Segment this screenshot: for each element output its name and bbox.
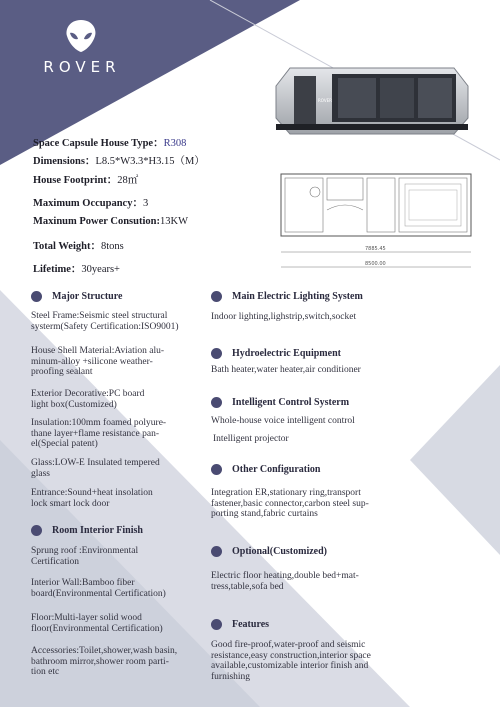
bullet-dot-icon <box>211 546 222 557</box>
bullet-dot-icon <box>211 619 222 630</box>
item-house-shell: House Shell Material:Aviation alu- minum-alloy +silicone weather- proofing sealant <box>31 346 165 377</box>
bullet-dot-icon <box>211 464 222 475</box>
item-exterior-decorative: Exterior Decorative:PC board light box(Customized) <box>31 389 145 410</box>
alien-head-icon <box>61 18 101 54</box>
item-interior-wall: Interior Wall:Bamboo fiber board(Environmental Certification) <box>31 578 166 599</box>
spec-lifetime: Lifetime：30years+ <box>33 264 120 275</box>
section-features: Features <box>211 619 269 630</box>
section-room-interior: Room Interior Finish <box>31 525 143 536</box>
item-sprung-roof: Sprung roof :Environmental Certification <box>31 546 139 567</box>
bullet-dot-icon <box>211 348 222 359</box>
bullet-dot-icon <box>31 291 42 302</box>
spec-occupancy: Maximum Occupancy：3 <box>33 198 149 209</box>
section-other-configuration: Other Configuration <box>211 464 320 475</box>
item-optional: Electric floor heating,double bed+mat- tress,table,sofa bed <box>211 571 359 592</box>
item-entrance: Entrance:Sound+heat insolation lock smart lock door <box>31 488 153 509</box>
bullet-dot-icon <box>31 525 42 536</box>
item-lighting: Indoor lighting,lighstrip,switch,socket <box>211 312 357 322</box>
item-projector: Intelligent projector <box>213 434 289 444</box>
spec-dimensions: Dimensions：L8.5*W3.3*H3.15（M） <box>33 156 205 167</box>
floor-plan-drawing <box>275 170 475 280</box>
section-intelligent-control: Intelligent Control Systerm <box>211 397 349 408</box>
item-accessories: Accessories:Toilet,shower,wash basin, bathroom mirror,shower room parti- tion etc <box>31 646 178 677</box>
grey-right-shape <box>410 365 500 555</box>
item-insulation: Insulation:100mm foamed polyure- thane layer+flame resistance pan- el(Special patent) <box>31 418 167 449</box>
spec-power: Maxinum Power Consution:13KW <box>33 216 188 227</box>
floorplan-dim-outer: 8500.00 <box>365 261 386 267</box>
bullet-dot-icon <box>211 291 222 302</box>
item-glass: Glass:LOW-E Insulated tempered glass <box>31 458 160 479</box>
capsule-logo: ROVER <box>318 98 332 103</box>
section-hydroelectric: Hydroelectric Equipment <box>211 348 341 359</box>
item-features: Good fire-proof,water-proof and seismic resistance,easy construction,interior space available,customizable interior finish and furnishing <box>211 640 371 682</box>
floorplan-dim-inner: 7885.45 <box>365 246 386 252</box>
section-electric-lighting: Main Electric Lighting System <box>211 291 363 302</box>
section-major-structure: Major Structure <box>31 291 122 302</box>
section-optional: Optional(Customized) <box>211 546 327 557</box>
brand-logo <box>30 18 140 78</box>
item-floor: Floor:Multi-layer solid wood floor(Environmental Certification) <box>31 613 163 634</box>
item-other-config: Integration ER,stationary ring,transport fastener,basic connector,carbon steel sup- porting stand,fabric curtains <box>211 488 369 519</box>
bullet-dot-icon <box>211 397 222 408</box>
spec-house-type: Space Capsule House Type：R308 <box>33 138 187 149</box>
item-steel-frame: Steel Frame:Seismic steel structural systerm(Safety Certification:ISO9001) <box>31 311 179 332</box>
capsule-product-image <box>272 60 472 140</box>
spec-weight: Total Weight：8tons <box>33 241 124 252</box>
logo-text: ROVER <box>43 58 121 76</box>
item-hydroelectric: Bath heater,water heater,air conditioner <box>211 365 361 375</box>
spec-footprint: House Footprint：28㎡ <box>33 175 139 186</box>
item-voice-control: Whole-house voice intelligent control <box>211 416 355 426</box>
